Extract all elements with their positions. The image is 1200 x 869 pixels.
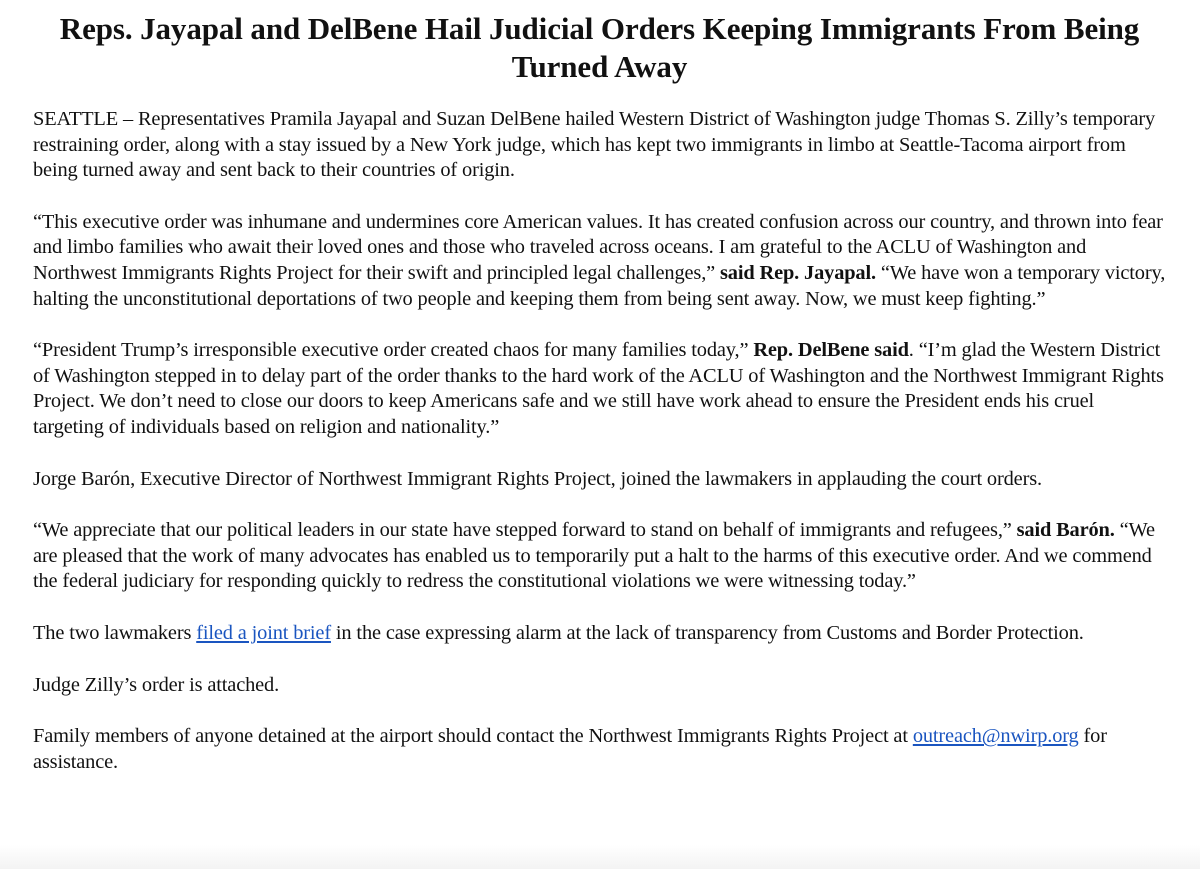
contact-paragraph [33, 724, 1166, 775]
delbene-quote-part-1: “President Trump’s irresponsible executive order created chaos for many families today,” [33, 339, 749, 362]
baron-quote-paragraph [33, 518, 1166, 595]
outreach-email-link[interactable]: outreach@nwirp.org [912, 725, 1079, 748]
jayapal-quote-part-2: “We have won a temporary victory, halting the unconstitutional deportations of two people and keeping them from being sent away. Now, we must keep fighting.” [33, 261, 1166, 310]
order-attached-paragraph: Judge Zilly’s order is attached. [33, 673, 280, 696]
joint-brief-paragraph [33, 621, 1166, 647]
joint-brief-text-before: The two lawmakers [33, 621, 192, 644]
delbene-attribution: Rep. DelBene said [753, 339, 909, 362]
contact-text-after: for assistance. [33, 725, 1107, 773]
contact-text-before: Family members of anyone detained at the airport should contact the Northwest Immigrants Rights Project at [33, 725, 908, 748]
baron-intro-paragraph: Jorge Barón, Executive Director of Northwest Immigrant Rights Project, joined the lawmakers in applauding the court orders. [33, 467, 1042, 490]
joint-brief-link[interactable]: filed a joint brief [196, 621, 331, 644]
jayapal-quote-paragraph [33, 210, 1166, 312]
delbene-quote-part-2: . “I’m glad the Western District of Washington stepped in to delay part of the order thanks to the hard work of the ACLU of Washington and the Northwest Immigrant Rights Project. We don’t need to close our doors to keep Americans safe and we still have work ahead to ensure the President ends his cruel targeting of individuals based on religion and nationality.” [33, 339, 1164, 438]
joint-brief-text-after: in the case expressing alarm at the lack of transparency from Customs and Border Protection. [335, 621, 1084, 644]
jayapal-quote-part-1: “This executive order was inhumane and undermines core American values. It has created confusion across our country, and thrown into fear and limbo families who await their loved ones and those who traveled across oceans. I am grateful to the ACLU of Washington and Northwest Immigrants Rights Project for their swift and principled legal challenges,” [33, 210, 1163, 284]
baron-quote-part-2: “We are pleased that the work of many advocates has enabled us to temporarily put a halt to the harms of this executive order. And we commend the federal judiciary for responding quickly to redress the constitutional violations we were witnessing today.” [33, 519, 1155, 593]
jayapal-attribution: said Rep. Jayapal. [720, 261, 876, 284]
press-release-body [33, 107, 1166, 775]
delbene-quote-paragraph [33, 338, 1166, 440]
intro-paragraph: SEATTLE – Representatives Pramila Jayapal and Suzan DelBene hailed Western District of Washington judge Thomas S. Zilly’s temporary restraining order, along with a stay issued by a New York judge, which has kept two immigrants in limbo at Seattle-Tacoma airport from being turned away and sent back to their countries of origin. [33, 108, 1156, 182]
bottom-edge-shade [0, 845, 1200, 869]
baron-quote-part-1: “We appreciate that our political leaders in our state have stepped forward to stand on behalf of immigrants and refugees,” [33, 519, 1012, 542]
page-title: Reps. Jayapal and DelBene Hail Judicial Orders Keeping Immigrants From Being Turned Away [59, 11, 1140, 84]
baron-attribution: said Barón. [1016, 519, 1115, 542]
